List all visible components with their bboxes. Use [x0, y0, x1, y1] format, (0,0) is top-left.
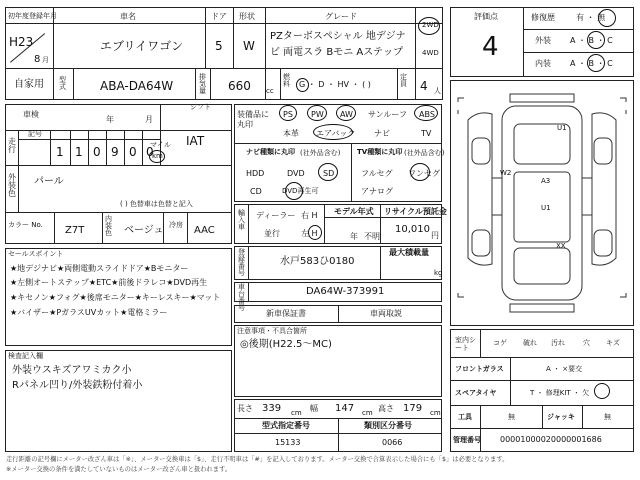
score: 4 [482, 32, 499, 62]
equip-navi: ナビ [374, 129, 390, 138]
max-load-unit: kg [434, 269, 443, 277]
inspection-year: 年 [106, 115, 114, 124]
notes-text: ◎後期(H22.5〜MC) [240, 339, 332, 350]
interior-color-label: 内装色 [105, 215, 112, 237]
damage-label: W2 [500, 169, 512, 177]
ac: AAC [194, 225, 215, 236]
seat-condition: キズ [606, 339, 620, 347]
sales-points-label: セールスポイント [8, 250, 64, 258]
equip-abs: ABS [419, 110, 435, 119]
nav-dvd-playback-circle [285, 182, 303, 200]
recycle-unit: 円 [431, 231, 439, 240]
equip-pw: PW [311, 110, 324, 119]
notes-label: 注意事項・不具合箇所 [237, 327, 307, 335]
nav-sd: SD [323, 169, 335, 178]
import-parallel: 並行 [264, 229, 280, 238]
length: 339 [262, 403, 282, 414]
interior-options: A ・ B ・ C [570, 59, 613, 68]
damage-label: U1 [541, 204, 551, 212]
repair-circle [598, 9, 616, 27]
sales-point-line: ★バイザー★PガラスUVカット★電格ミラー [10, 308, 168, 317]
nav-dvd: DVD [287, 169, 305, 178]
mileage-digit: 1 [56, 145, 64, 159]
equip-airbag-circle [313, 124, 356, 140]
exterior-label: 外装 [535, 36, 551, 45]
height-label: 高さ [378, 404, 394, 413]
import-left-circle [308, 225, 322, 240]
length-label: 長さ [237, 404, 253, 413]
inspector-label: 検査記入欄 [8, 352, 43, 360]
mileage-digit: 9 [111, 145, 119, 159]
equipment-label: 装備品に丸印 [237, 110, 269, 129]
import-right: 右 H [301, 211, 318, 220]
mileage-unit-mile: マイル [150, 141, 171, 149]
seat-condition: 破れ [523, 339, 537, 347]
max-load-label: 最大積載量 [389, 248, 429, 257]
nav-dvd-playback: DVD再生可 [282, 187, 319, 195]
equip-ps: PS [283, 110, 293, 119]
interior-seat-label: 室内シート [455, 336, 476, 353]
recycle-label: リサイクル預託金 [384, 207, 447, 216]
model-year-y: 年 [350, 232, 358, 241]
damage-label: U1 [557, 124, 567, 132]
grade-line1: PZターボスペシャル 地デジナ [270, 31, 406, 42]
sales-point-line: ★キセノン★フォグ★後席モニター★キーレスキー★マット [10, 293, 221, 302]
interior-color: ベージュ [124, 225, 164, 236]
category-label: 類別区分番号 [364, 421, 412, 430]
equip-pw-circle [307, 105, 327, 121]
shape: W [243, 39, 255, 53]
tv-note: (社外品含む) [404, 149, 445, 157]
fuel-label: 燃料 [283, 73, 290, 88]
grade-label: グレード [325, 12, 357, 21]
type-cert-label: 型式指定番号 [262, 421, 310, 430]
score-label: 評価点 [474, 12, 498, 21]
displacement-unit: cc [266, 87, 274, 95]
height-unit: cm [430, 409, 441, 417]
jack-label: ジャッキ [547, 413, 575, 421]
tv-analog: アナログ [361, 187, 393, 196]
import-left: 左 H [301, 229, 318, 238]
nav-note: (社外品含む) [300, 149, 341, 157]
equip-sunroof: サンルーフ [368, 110, 407, 119]
fuel-options: G ・ D ・ HV ・ ( ) [299, 80, 371, 89]
footer-line: 走行距離の記号欄にメーター改ざん車は「※」、メーター交換車は「$」、走行不明車は「#」を記入しております。メーター交換で合算表示した場合にも「$」は必要となります。 [6, 456, 509, 463]
footer-line: ※メーター交換の条件を満たしていないものはメーター改ざん車と扱われます。 [6, 466, 232, 473]
reg-era: H23 [9, 35, 34, 49]
model-label: 型式 [59, 76, 66, 91]
sales-point-line: ★地デジナビ★両側電動スライドドア★Bモニター [10, 264, 189, 273]
warranty-manual: 車両取説 [370, 309, 402, 318]
reg-year-label: 初年度登録年月 [8, 12, 57, 20]
category: 0066 [382, 438, 403, 447]
nav-sd-circle [318, 163, 338, 181]
mileage-digit: 0 [146, 145, 154, 159]
color-section: 外装色 [8, 173, 16, 198]
notes-block [234, 325, 442, 397]
seat-condition: コゲ [493, 339, 507, 347]
mileage-unit-km: km [152, 152, 163, 160]
grade-line2: ビ 両電スラ Bモニ Aステップ [270, 47, 404, 58]
car-name: エブリイワゴン [100, 39, 184, 53]
doors-label: ドア [211, 12, 227, 21]
use-label: 自家用 [14, 79, 44, 90]
color: パール [34, 176, 64, 187]
capacity: 4 [420, 79, 428, 93]
tv-fullseg: フルセグ [361, 169, 393, 178]
equip-tv: TV [421, 129, 432, 138]
equip-ps-circle [279, 105, 297, 121]
shift: IAT [186, 134, 205, 148]
registration-number: 水戸583ひ0180 [280, 256, 355, 267]
exterior-circle [587, 31, 605, 49]
equip-abs-circle [414, 105, 438, 121]
inspection-label: 車検 [23, 110, 39, 119]
repair-label: 修復歴 [531, 13, 555, 22]
recycle-value: 10,010 [395, 224, 430, 235]
nav-cd: CD [250, 187, 262, 196]
nav-title: ナビ種類に丸印 [246, 148, 295, 156]
car-name-label: 車名 [120, 12, 136, 21]
mileage-digit: 0 [129, 145, 137, 159]
displacement-label: 排気量 [199, 73, 206, 95]
interior-label: 内装 [535, 59, 551, 68]
color-note: ( ) 色替車は色替と記入 [120, 200, 193, 208]
mgmt-label: 管理番号 [453, 436, 481, 444]
mgmt-value: 00001000020000001686 [500, 435, 602, 444]
equip-airbag: エアバック [316, 129, 356, 138]
shift-label: シフト [190, 103, 211, 111]
mileage-digit: 1 [75, 145, 83, 159]
seat-condition: 穴 [583, 339, 590, 347]
reg-month: 8 [34, 54, 41, 65]
color-code-label: カラー No. [8, 221, 43, 229]
capacity-label: 定員 [400, 73, 407, 88]
tv-oneseg-circle [410, 163, 430, 181]
model-year-label: モデル年式 [334, 207, 374, 216]
front-glass-label: フロントガラス [455, 365, 504, 373]
front-glass-options: A ・ ×要交 [546, 365, 583, 373]
damage-label: XX [556, 242, 566, 250]
length-unit: cm [291, 409, 302, 417]
nav-hdd: HDD [246, 169, 265, 178]
tv-title: TV種類に丸印 [357, 148, 403, 156]
car-diagram [450, 80, 634, 326]
import-dealer: ディーラー [256, 211, 296, 220]
equip-leather: 本革 [283, 129, 299, 138]
inspection-month: 月 [145, 115, 153, 124]
type-cert: 15133 [275, 438, 301, 447]
spare-label: スペアタイヤ [455, 389, 497, 397]
drive-4wd: 4WD [422, 49, 439, 57]
doors: 5 [215, 39, 223, 53]
width-label: 幅 [310, 404, 318, 413]
capacity-unit: 人 [434, 87, 441, 95]
sales-point-line: ★左側オートステップ★ETC★前後ドラレコ★DVD再生 [10, 278, 208, 287]
height: 179 [403, 403, 423, 414]
model-year-unknown: 不明 [364, 232, 380, 241]
repair-options: 有 ・ 無 [576, 13, 606, 22]
inspector-line: 外装ウスキズアワミカク小 [12, 365, 132, 376]
import-label: 輸入車 [238, 209, 245, 231]
exterior-options: A ・ B ・ C [570, 36, 613, 45]
mileage-unit-label: 記号 [28, 130, 42, 138]
width-unit: cm [362, 409, 373, 417]
tv-oneseg: ワンセグ [408, 169, 440, 178]
seat-condition: 汚れ [551, 339, 565, 347]
chassis-label: 車台番号 [238, 283, 245, 312]
warranty-new-car: 新車保証書 [266, 309, 306, 318]
inspector-line: Rパネル凹り/外装鉄粉付着小 [12, 380, 143, 391]
shape-label: 形状 [239, 12, 255, 21]
chassis-number: DA64W-373991 [306, 286, 385, 297]
model: ABA-DA64W [100, 79, 174, 93]
spare-circle [594, 383, 610, 399]
color-code: Z7T [65, 225, 85, 236]
tools-label: 工具 [458, 413, 472, 421]
interior-circle [587, 54, 605, 72]
width: 147 [335, 403, 355, 414]
equip-aw: AW [340, 110, 353, 119]
reg-month-unit: 月 [42, 56, 49, 64]
tools-value: 無 [508, 413, 515, 421]
mileage-digit: 0 [93, 145, 101, 159]
ac-label: 冷房 [169, 221, 183, 229]
spare-options: T ・ 修理KIT ・ 欠 [530, 389, 590, 397]
displacement: 660 [228, 79, 251, 93]
registration-label: 登録番号 [238, 248, 245, 277]
drive-2wd: 2WD [422, 21, 439, 29]
equip-aw-circle [336, 105, 356, 121]
mileage-section: 走行 [8, 137, 16, 154]
jack-value: 無 [604, 413, 611, 421]
damage-label: A3 [541, 177, 551, 185]
